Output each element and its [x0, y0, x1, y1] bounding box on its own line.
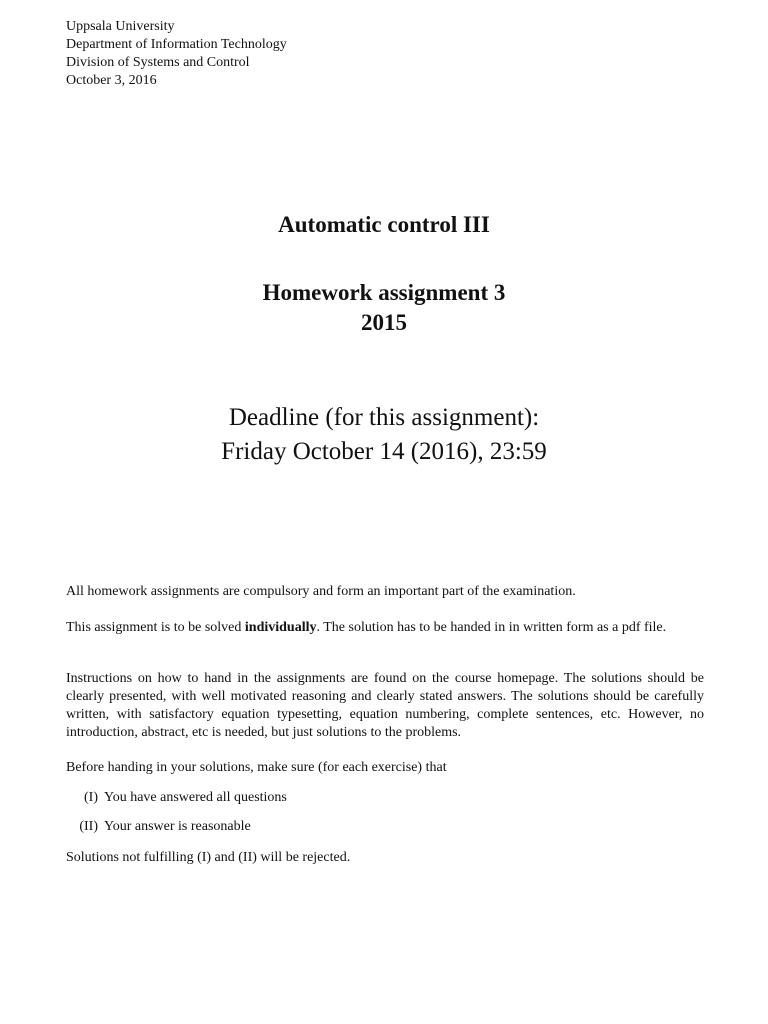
paragraph-rejection: Solutions not fulfilling (I) and (II) will be rejected.	[66, 850, 351, 865]
list-marker: (I)	[84, 790, 98, 805]
division-name: Division of Systems and Control	[66, 55, 250, 70]
assignment-year: 2015	[361, 310, 407, 335]
list-marker: (II)	[79, 819, 98, 834]
deadline-date: Friday October 14 (2016), 23:59	[221, 438, 547, 465]
department-name: Department of Information Technology	[66, 37, 287, 52]
course-title: Automatic control III	[278, 212, 490, 237]
assignment-title: Homework assignment 3	[262, 280, 506, 305]
list-item-text: You have answered all questions	[104, 790, 287, 805]
individually-emphasis: individually	[244, 620, 317, 635]
paragraph-individual	[66, 619, 704, 637]
list-item-text: Your answer is reasonable	[104, 819, 251, 834]
deadline-label: Deadline (for this assignment):	[228, 404, 540, 431]
university-name: Uppsala University	[66, 19, 175, 34]
paragraph-individual-end: . The solution has to be handed in in written form as a pdf file.	[316, 620, 667, 635]
paragraph-individual-start: This assignment is to be solved	[66, 620, 245, 635]
header-block	[66, 18, 287, 90]
paragraph-compulsory: All homework assignments are compulsory and form an important part of the examination.	[66, 584, 576, 599]
paragraph-checklist-intro: Before handing in your solutions, make sure (for each exercise) that	[66, 760, 447, 775]
document-date: October 3, 2016	[66, 73, 157, 88]
paragraph-instructions: Instructions on how to hand in the assignments are found on the course homepage. The solutions should be clearly presented, with well motivated reasoning and clearly stated answers. The solutions should be carefully written, with satisfactory equation typesetting, equation numbering, complete sentences, etc. However, no introduction, abstract, etc is needed, but just solutions to the problems.	[66, 671, 704, 740]
